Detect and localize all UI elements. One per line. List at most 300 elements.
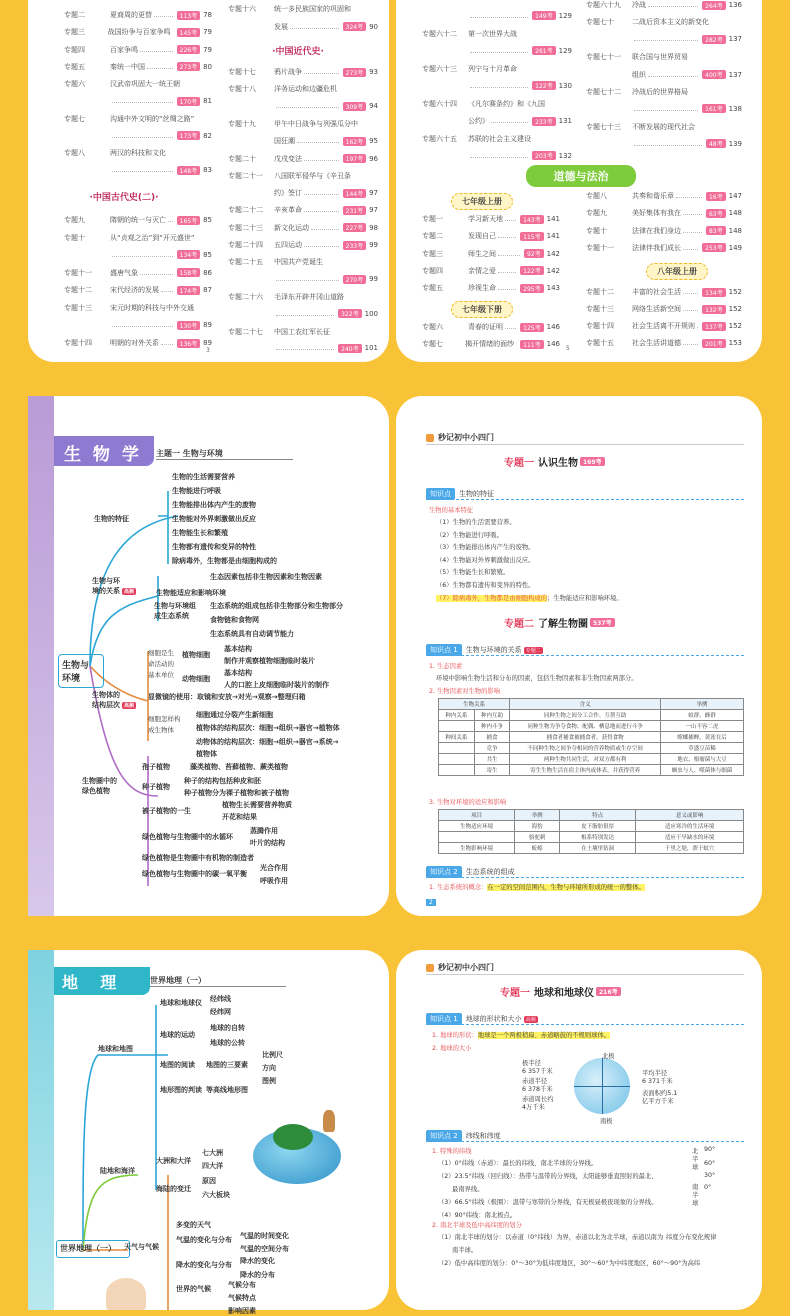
map-node: 降水的变化与分布 [176, 1261, 232, 1269]
table-row [439, 765, 744, 776]
toc-entry [422, 231, 560, 241]
map-node: （2）低中高纬度的划分：0°～30°为低纬度地区，30°～60°为中纬度地区，60°～90°为高纬 [438, 1260, 701, 1267]
table-cell: 螳螂捕蝉，黄雀在后 [660, 732, 743, 743]
toc-entry [64, 233, 212, 243]
axis-line [602, 1058, 603, 1114]
morality-heading: 道德与法治 [526, 165, 636, 187]
entry-title: 师生之间 [468, 249, 496, 258]
toc-entry [228, 344, 378, 353]
entry-page: 87 [203, 286, 212, 295]
table-cell: 生物适应环境 [439, 821, 515, 832]
kp1-header: 知识点 1 地球的形状和大小 高频 [426, 1013, 538, 1025]
table-cell: 蛔虫与人、噬菌体与细菌 [660, 765, 743, 776]
entry-title: 毛泽东开辟井冈山道路 [274, 292, 344, 301]
map-node: 地球的公转 [210, 1039, 245, 1047]
toc-entry [64, 97, 212, 106]
map-node: 北 [692, 1148, 699, 1155]
toc-entry [228, 275, 378, 284]
entry-exam-count: 282考 [702, 35, 725, 44]
toc-entry [586, 17, 742, 27]
kp0-header: 知识点 生物的特征 [426, 488, 494, 500]
entry-leader [683, 246, 698, 250]
map-node: （1）0°纬线（赤道）：最长的纬线，南北半球的分界线。 [438, 1160, 598, 1167]
entry-leader [634, 107, 698, 111]
toc-entry [422, 11, 572, 20]
entry-title: 发展 [274, 22, 288, 31]
table-cell: 种间关系 [439, 732, 475, 743]
map-node: 人的口腔上皮细胞临时装片的制作 [224, 681, 329, 689]
toc-entry [422, 214, 560, 224]
page-number: 5 [566, 345, 570, 352]
table-cell [439, 743, 475, 754]
entry-leader [683, 341, 698, 345]
entry-number: 专题十一 [64, 268, 92, 277]
table-cell: 共生 [474, 754, 510, 765]
map-node: 绿色植物与生物圈中的水循环 [142, 833, 233, 841]
entry-leader [491, 119, 528, 123]
toc-entry [228, 102, 378, 111]
table-cell: 寄生 [474, 765, 510, 776]
map-node: 地球的运动 [160, 1031, 195, 1039]
entry-page: 83 [203, 166, 212, 175]
toc-entry [228, 4, 378, 14]
s4-head: 1. 生态系统的概念：在一定的空间范围内，生物与环境所形成的统一的整体。 [429, 884, 645, 891]
entry-exam-count: 63考 [706, 209, 726, 218]
entry-exam-count: 273考 [343, 68, 366, 77]
table-cell: 两种生物共同生活，对双方都有利 [510, 754, 661, 765]
entry-title: 青春的证明 [468, 323, 503, 331]
entry-leader [498, 269, 516, 273]
map-node: 动物细胞 [182, 675, 210, 683]
s3-head: 3. 生物对环境的适应和影响 [429, 799, 507, 806]
entry-leader [276, 104, 339, 108]
toc-entry [64, 45, 212, 55]
entry-number: 专题十七 [228, 68, 256, 76]
entry-exam-count: 115考 [520, 232, 543, 241]
table-row [439, 721, 744, 732]
map-node: 地球的自转 [210, 1024, 245, 1032]
entry-exam-count: 122考 [532, 81, 555, 90]
entry-page: 141 [546, 232, 560, 241]
entry-number: 专题十 [64, 233, 85, 242]
cell-form-heading: 细胞怎样构 成生物体 [148, 715, 181, 734]
map-node: 蒸腾作用 [250, 827, 278, 835]
island-trees [273, 1124, 313, 1150]
map-node: 植物细胞 [182, 651, 210, 659]
entry-exam-count: 227考 [343, 223, 366, 232]
map-node: 食物链和食物网 [210, 616, 259, 624]
table-cell: 在土壤里钻洞 [560, 843, 636, 854]
entry-number: 专题二十五 [228, 258, 263, 267]
map-node: 表面积约5.1 [642, 1090, 678, 1097]
table-cell: 适应干旱缺水的环境 [636, 832, 744, 843]
table-cell: 同种生物之间分工合作、互帮互助 [510, 710, 661, 721]
feature-line [436, 593, 623, 602]
entry-leader [112, 134, 173, 138]
entry-number: 专题六十二 [422, 29, 457, 38]
entry-number: 专题三 [422, 249, 443, 258]
toc-entry [228, 119, 378, 129]
toc-entry [228, 84, 378, 94]
toc-entry [586, 122, 742, 132]
kp0-intro: 生物的基本特征 [429, 507, 474, 514]
entry-page: 137 [728, 70, 742, 79]
land-heading: 陆地和海洋 [100, 1167, 135, 1175]
kp2-header: 知识点 2 生态系统的组成 [426, 866, 515, 878]
table-cell: 适应寒冷的生活环境 [636, 821, 744, 832]
map-node: 制作并观察植物细胞临时装片 [224, 657, 315, 665]
table-cell: 竞争 [474, 743, 510, 754]
entry-title: 夏商周的更替 [110, 11, 152, 19]
entry-number: 专题七 [64, 114, 85, 123]
table-header: 意义或影响 [636, 810, 744, 821]
map-node: 亿平方千米 [642, 1098, 674, 1105]
table-cell: 种内斗争 [474, 721, 510, 732]
brand-icon [426, 964, 434, 972]
map-node: 种子的结构包括种皮和胚 [184, 777, 261, 785]
map-node: 0° [704, 1184, 712, 1191]
toc-entry [586, 70, 742, 80]
map-node: 经纬网 [210, 1008, 231, 1016]
entry-title: 隋朝的统一与灭亡 [110, 216, 166, 224]
entry-title: 组织 [632, 70, 646, 79]
entry-leader [470, 14, 528, 18]
s1-text: 环境中影响生物生活和分布的因素，包括生物因素和非生物因素两部分。 [436, 675, 638, 682]
entry-number: 专题二十六 [228, 292, 263, 301]
entry-title: 法律伴我们成长 [632, 243, 681, 252]
entry-leader [505, 217, 516, 221]
map-node: 多变的天气 [176, 1221, 211, 1229]
map-node: 影响因素 [228, 1307, 256, 1315]
map-node: 气温的变化与分布 [176, 1236, 232, 1244]
kangaroo-icon [323, 1110, 335, 1132]
table-cell: 寄生生物生活在宿主体内或体表，并获得营养 [510, 765, 661, 776]
entry-exam-count: 240考 [338, 344, 361, 353]
toc-entry [228, 188, 378, 198]
entry-number: 专题七十一 [586, 53, 621, 62]
table-cell [439, 721, 475, 732]
table-header: 举例 [660, 699, 743, 710]
entry-exam-count: 295考 [520, 284, 543, 293]
entry-leader [168, 218, 173, 222]
entry-page: 139 [728, 139, 742, 148]
toc-entry [64, 303, 212, 313]
table-cell: 同种生物为争夺食物、配偶、栖息地而进行斗争 [510, 721, 661, 732]
bio-relation-table [438, 698, 744, 776]
rest: ；生物能适应和影响环境。 [547, 594, 623, 602]
table-cell: 生物影响环境 [439, 843, 515, 854]
table-header: 特点 [560, 810, 636, 821]
entry-title: 珍视生命 [468, 284, 496, 293]
entry-leader [470, 84, 528, 88]
entry-page: 90 [369, 22, 378, 31]
entry-leader [290, 25, 339, 29]
mindmap-root: 世界地理（一） [56, 1240, 130, 1258]
toc-entry [228, 67, 378, 77]
page-number: 3 [206, 347, 210, 354]
entry-number: 专题十二 [64, 286, 92, 295]
entry-title: 戊戌变法 [274, 154, 302, 163]
page-number: 2 [426, 899, 436, 906]
entry-page: 142 [546, 266, 560, 275]
entry-leader [648, 73, 698, 77]
entry-exam-count: 132考 [702, 305, 725, 314]
divider [426, 1141, 744, 1142]
topic-1-title: 专题一 地球和地球仪 216考 [500, 984, 621, 999]
entry-number: 专题八 [64, 149, 85, 158]
table-cell [439, 765, 475, 776]
entry-title: 丰富的社会生活 [632, 288, 681, 296]
map-node: 地图的三要素 [206, 1061, 248, 1069]
map-node: 藻类植物、苔藓植物、蕨类植物 [190, 763, 288, 771]
entry-exam-count: 92考 [524, 249, 544, 258]
toc-entry [586, 0, 742, 10]
map-node: 生物能进行呼吸 [172, 487, 221, 495]
table-row [439, 732, 744, 743]
brand-icon [426, 434, 434, 442]
toc-entry [64, 62, 212, 72]
toc-entry [586, 287, 742, 297]
entry-leader [140, 271, 173, 275]
feature-line: （1）生物的生活需要营养。 [436, 519, 516, 526]
entry-exam-count: 16考 [706, 192, 726, 201]
map-node: 60° [704, 1160, 716, 1167]
entry-exam-count: 125考 [520, 323, 543, 332]
map-node: 气温的时间变化 [240, 1232, 289, 1240]
feature-line: （2）生物能进行呼吸。 [436, 531, 503, 539]
toc-entry [586, 87, 742, 97]
entry-exam-count: 270考 [343, 275, 366, 284]
toc-entry [422, 339, 560, 349]
entry-number: 专题六 [64, 80, 85, 89]
entry-page: 136 [728, 1, 742, 9]
s4-head: 2. 南北半球及低中高纬度的划分 [432, 1222, 522, 1229]
entry-page: 89 [203, 339, 212, 348]
table-cell: 蚯蚓 [515, 843, 560, 854]
toc-entry [586, 52, 742, 62]
s2-head: 2. 地球的大小 [432, 1045, 472, 1052]
map-node: 球 [692, 1200, 699, 1207]
toc-entry [228, 205, 378, 215]
entry-leader [297, 139, 339, 143]
toc-entry [422, 266, 560, 276]
toc-entry [64, 114, 212, 124]
earth-globe-figure [574, 1058, 630, 1114]
table-header: 生物关系 [439, 699, 510, 710]
table-cell: 皮下脂肪很厚 [560, 821, 636, 832]
entry-number: 专题四 [422, 266, 443, 275]
features-heading: 生物的特征 [94, 515, 129, 523]
entry-title: 秦统一中国 [110, 62, 145, 71]
map-node: 生态系统的组成包括非生物部分和生物部分 [210, 602, 343, 610]
brand-header: 秒记初中小四门 [426, 432, 494, 443]
entry-page: 137 [728, 35, 742, 44]
toc-entry [422, 99, 572, 109]
entry-exam-count: 201考 [702, 339, 725, 348]
entry-number: 专题十三 [586, 305, 614, 313]
entry-page: 80 [203, 62, 212, 71]
entry-title: 战国纷争与百家争鸣 [107, 28, 171, 37]
entry-number: 专题二十二 [228, 206, 263, 215]
map-node: 大洲和大洋 [156, 1157, 191, 1165]
toc-entry [64, 131, 212, 140]
map-node: 4万千米 [522, 1104, 545, 1111]
map-node: （3）66.5°纬线（极圈）：温带与寒带的分界线，有无极昼极夜现象的分界线。 [438, 1199, 658, 1206]
map-node: 半 [692, 1156, 699, 1163]
bio-adapt-table [438, 809, 744, 854]
topic-2-title: 专题二 了解生物圈 537考 [504, 615, 615, 630]
entry-leader [112, 168, 173, 172]
entry-page: 138 [728, 104, 742, 113]
map-node: 降水的变化 [240, 1257, 275, 1265]
entry-exam-count: 113考 [177, 11, 200, 20]
map-node: 七大洲 [202, 1149, 223, 1157]
island-illustration [253, 1128, 341, 1184]
toc-page-3 [28, 0, 389, 362]
table-cell: 骆驼刺 [515, 832, 560, 843]
entry-page: 148 [728, 209, 742, 218]
map-node: 孢子植物 [142, 763, 170, 771]
map-node: 生态因素包括非生物因素和生物因素 [210, 573, 322, 581]
map-node: （4）90°纬线：南北极点。 [438, 1212, 517, 1219]
entry-leader [147, 65, 173, 69]
entry-title: 甲午中日战争与列强瓜分中 [274, 119, 358, 128]
entry-title: 揭开情绪的面纱 [465, 340, 515, 348]
entry-title: 《凡尔赛条约》和《九国 [468, 99, 545, 108]
toc-entry [64, 166, 212, 175]
hot-tag: 高频 [124, 703, 135, 709]
entry-number: 专题三 [64, 28, 85, 37]
entry-page: 141 [546, 215, 560, 223]
entry-exam-count: 400考 [702, 70, 725, 79]
entry-page: 79 [203, 28, 212, 37]
map-node: 显微镜的使用：取镜和安放→对光→观察→整理归箱 [148, 693, 306, 701]
table-cell: 种内关系 [439, 710, 475, 721]
entry-page: 79 [203, 45, 212, 54]
entry-number: 专题二十一 [228, 171, 263, 180]
entry-number: 专题五 [422, 284, 443, 293]
map-node: 生物都有遗传和变异的特性 [172, 543, 256, 551]
entry-leader [683, 229, 702, 233]
toc-entry [228, 240, 378, 250]
entry-page: 89 [203, 321, 212, 330]
entry-exam-count: 197考 [343, 154, 366, 163]
entry-title: 中国共产党诞生 [274, 258, 323, 267]
entry-title: 亲情之爱 [468, 266, 496, 275]
table-row [439, 832, 744, 843]
toc-entry [228, 171, 378, 181]
table-cell: 地衣、根瘤菌与大豆 [660, 754, 743, 765]
toc-entry [422, 64, 572, 74]
table-cell: 草盛豆苗稀 [660, 743, 743, 754]
toc-entry [228, 257, 378, 267]
entry-exam-count: 122考 [520, 266, 543, 275]
section-heading-modern: ·中国近代史· [272, 47, 324, 57]
entry-page: 132 [558, 151, 572, 160]
entry-number: 专题七十 [586, 18, 614, 27]
table-cell: 捕食者捕食被捕食者，获得食物 [510, 732, 661, 743]
entry-title: 沟通中外文明的“丝绸之路” [110, 114, 195, 123]
entry-title: 两汉的科技和文化 [110, 149, 166, 158]
entry-number: 专题十二 [586, 288, 614, 296]
entry-number: 专题十六 [228, 5, 256, 13]
table-cell [439, 754, 475, 765]
entry-number: 专题二十 [228, 154, 256, 163]
map-node: 6 378千米 [522, 1086, 553, 1093]
toc-entry [586, 104, 742, 113]
map-node: 经纬线 [210, 995, 231, 1003]
entry-title: 第一次世界大战 [468, 29, 517, 38]
toc-entry [228, 309, 378, 318]
feature-line: （6）生物都有遗传和变异的特性。 [436, 582, 535, 589]
entry-leader [311, 226, 339, 230]
plant-heading: 生物圈中的 绿色植物 [82, 777, 117, 795]
entry-page: 94 [369, 102, 378, 111]
entry-number: 专题十四 [586, 322, 614, 330]
toc-entry [586, 191, 742, 201]
entry-exam-count: 324考 [343, 22, 366, 31]
toc-entry [586, 139, 742, 148]
entry-leader [112, 323, 173, 327]
entry-leader [304, 208, 339, 212]
entry-number: 专题五 [64, 62, 85, 71]
entry-number: 专题十 [586, 226, 607, 235]
entry-title: 汉武帝巩固大一统王朝 [110, 80, 180, 89]
entry-exam-count: 231考 [343, 206, 366, 215]
hot-tag: 高频 [124, 589, 135, 595]
table-row [439, 754, 744, 765]
toc-entry [228, 327, 378, 337]
toc-entry [586, 208, 742, 218]
entry-leader [470, 49, 528, 53]
entry-exam-count: 233考 [532, 117, 555, 126]
structure-heading: 生物体的 结构层次 高频 [92, 691, 135, 709]
toc-entry [422, 116, 572, 126]
entry-page: 129 [558, 11, 572, 20]
entry-leader [634, 37, 698, 41]
mindmap-root: 生物与 环境 [58, 654, 104, 688]
map-node: 北极 [602, 1053, 615, 1060]
entry-leader [276, 346, 334, 350]
divider [426, 499, 744, 500]
kp2-header: 知识点 2 纬线和纬度 [426, 1130, 501, 1142]
table-cell: 蚁群、蜂群 [660, 710, 743, 721]
map-node: 海陆的变迁 [156, 1185, 191, 1193]
toc-entry [64, 79, 212, 89]
grade7-upper-badge: 七年级上册 [451, 193, 513, 210]
entry-leader [697, 324, 698, 328]
map-node: （1）南北半球的划分：以赤道（0°纬线）为界，赤道以北为北半球，赤道以南为 [438, 1234, 664, 1241]
entry-leader [498, 286, 516, 290]
map-node: 方向 [262, 1064, 276, 1072]
map-node: 叶片的结构 [250, 839, 285, 847]
entry-exam-count: 264考 [702, 1, 725, 10]
entry-page: 148 [728, 226, 742, 235]
entry-leader [498, 234, 516, 238]
entry-leader [154, 13, 173, 17]
map-node: 植物体的结构层次：细胞→组织→器官→植物体 [196, 724, 340, 732]
entry-number: 专题九 [64, 216, 85, 224]
topic-1-title: 专题一 认识生物 169考 [504, 454, 605, 469]
entry-title: 鸦片战争 [274, 68, 302, 76]
entry-exam-count: 162考 [343, 137, 366, 146]
entry-number: 专题四 [64, 45, 85, 54]
map-node: 生物能生长和繁殖 [172, 529, 228, 537]
ecosystem-heading: 生物与环境组 成生态系统 [154, 602, 196, 620]
map-node: 原因 [202, 1177, 216, 1185]
map-node: 绿色植物与生物圈中的碳一氧平衡 [142, 870, 247, 878]
entry-number: 专题十一 [586, 243, 614, 252]
